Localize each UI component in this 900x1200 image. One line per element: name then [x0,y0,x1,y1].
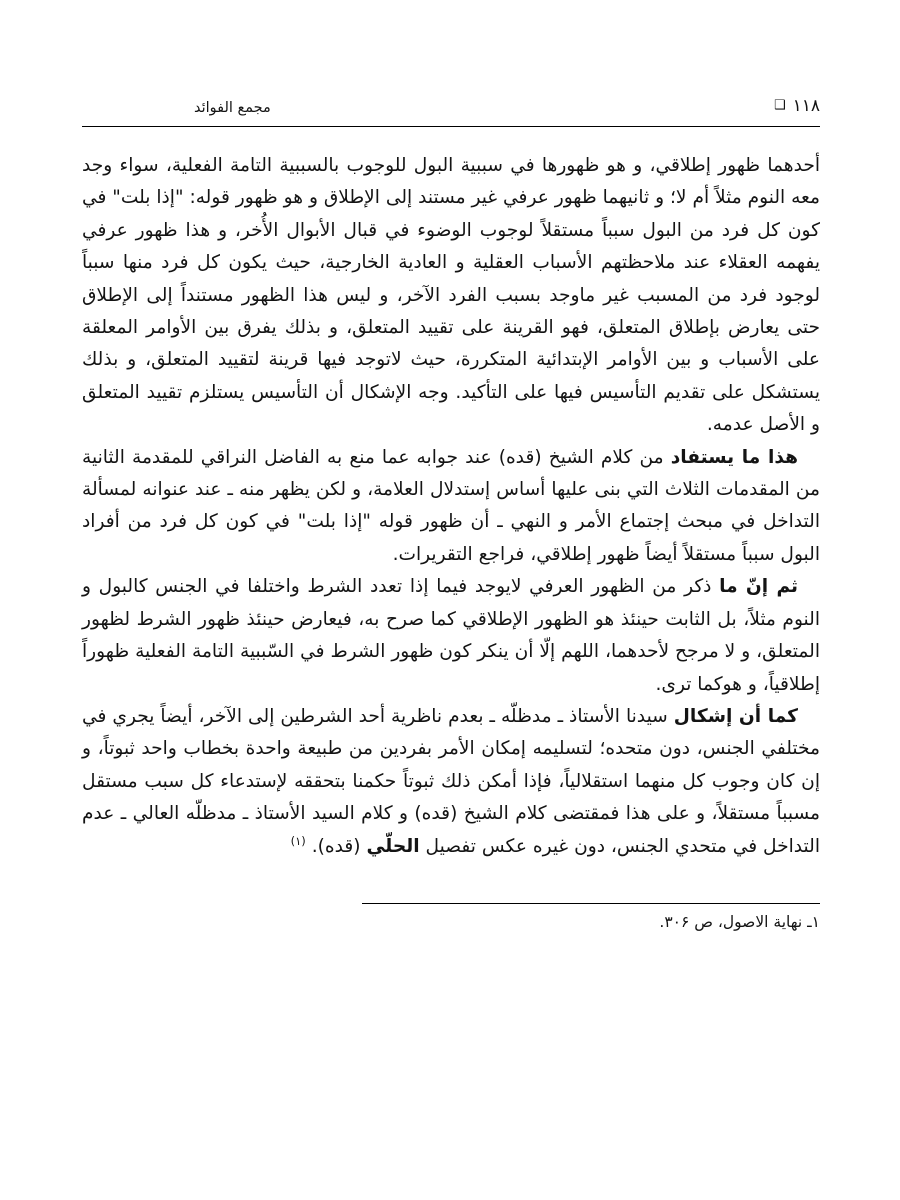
paragraph-3 [82,571,820,701]
footnote-reference: (١) [290,833,306,848]
body-text [82,150,820,863]
paragraph-2-text: من كلام الشيخ (قده) عند جوابه عما منع به الفاضل النراقي للمقدمة الثانية من المقدمات الثلاث التي بنى عليها أساس إستدلال العلامة، و لكن يظهر منه ـ عند عنوانه لمسألة التداخل في مبحث إجتماع الأمر و النهي ـ أن ظهور قوله "إذا بلت" في كون كل فرد من أفراد البول سبباً مستقلاً أيضاً ظهور إطلاقي، فراجع التقريرات. [82,446,820,565]
paragraph-4-tail: (قده). [311,835,367,857]
square-icon: ❑ [773,97,787,113]
footnote-area [82,903,820,931]
header-rule [82,126,820,127]
paragraph-4-text: سيدنا الأستاذ ـ مدظلّه ـ بعدم ناظرية أحد الشرطين إلى الآخر، أيضاً يجري في مختلفي الجنس، دون متحده؛ لتسليمه إمكان الأمر بفردين من طبيعة واحدة بخطاب واحد ثبوتاً، و إن كان وجوب كل منهما استقلالياً، فإذا أمكن ذلك ثبوتاً حكمنا بتحققه لإستدعاء كل سبب مستقل مسبباً مستقلاً، و على هذا فمقتضى كلام الشيخ (قده) و كلام السيد الأستاذ ـ مدظلّه العالي ـ عدم التداخل في متحدي الجنس، دون غيره عكس تفصيل [82,705,820,857]
paragraph-2 [82,442,820,572]
paragraph-1-text: أحدهما ظهور إطلاقي، و هو ظهورها في سببية البول للوجوب بالسببية التامة الفعلية، سواء وجد معه النوم مثلاً أم لا؛ و ثانيهما ظهور عرفي غير مستند إلى الإطلاق و هو ظهور قوله: "إذا بلت" في كون كل فرد من البول سبباً مستقلاً لوجوب الوضوء في قبال الأبوال الأُخر، و هذا ظهور عرفي يفهمه العقلاء عند ملاحظتهم الأسباب العقلية و العادية الخارجية، حيث يكون كل فرد منها سبباً لوجود فرد من المسبب غير ماوجد بسبب الفرد الآخر، و ليس هذا الظهور مستنداً إلى الإطلاق حتى يعارض بإطلاق المتعلق، فهو القرينة على تقييد المتعلق، و بذلك يفرق بين الأوامر المعلقة على الأسباب و بين الأوامر الإبتدائية المتكررة، حيث لاتوجد فيها قرينة لتقييد المتعلق، و بذلك يستشكل على تقديم التأسيس فيها على التأكيد. وجه الإشكال أن التأسيس يستلزم تقييد المتعلق و الأصل عدمه. [82,155,820,436]
paragraph-4-lead: كما أن إشكال [673,705,798,727]
footnote-separator [362,903,820,904]
paragraph-4 [82,701,820,863]
page-header [82,96,820,116]
paragraph-1 [82,150,820,442]
page-number: ١١٨ [792,96,820,116]
paragraph-3-text: ذكر من الظهور العرفي لايوجد فيما إذا تعدد الشرط واختلفا في الجنس كالبول و النوم مثلاً، بل الثابت حينئذ هو الظهور الإطلاقي كما صرح به، فيعارض حينئذ ظهور الشرط لظهور المتعلق، و لا مرجح لأحدهما، اللهم إلّا أن ينكر كون ظهور الشرط في السّببية التامة الفعلية ظهوراً إطلاقياً، و هوكما ترى. [82,576,820,695]
page-number-group [774,96,820,116]
footnote-text: ١ـ نهاية الاصول، ص ٣٠۶. [659,913,820,931]
paragraph-3-lead: ثم إنّ ما [719,576,799,598]
paragraph-2-lead: هذا ما يستفاد [670,446,798,468]
header-book-title: مجمع الفوائد [194,100,271,116]
paragraph-4-tail-bold: الحلّي [366,835,420,857]
